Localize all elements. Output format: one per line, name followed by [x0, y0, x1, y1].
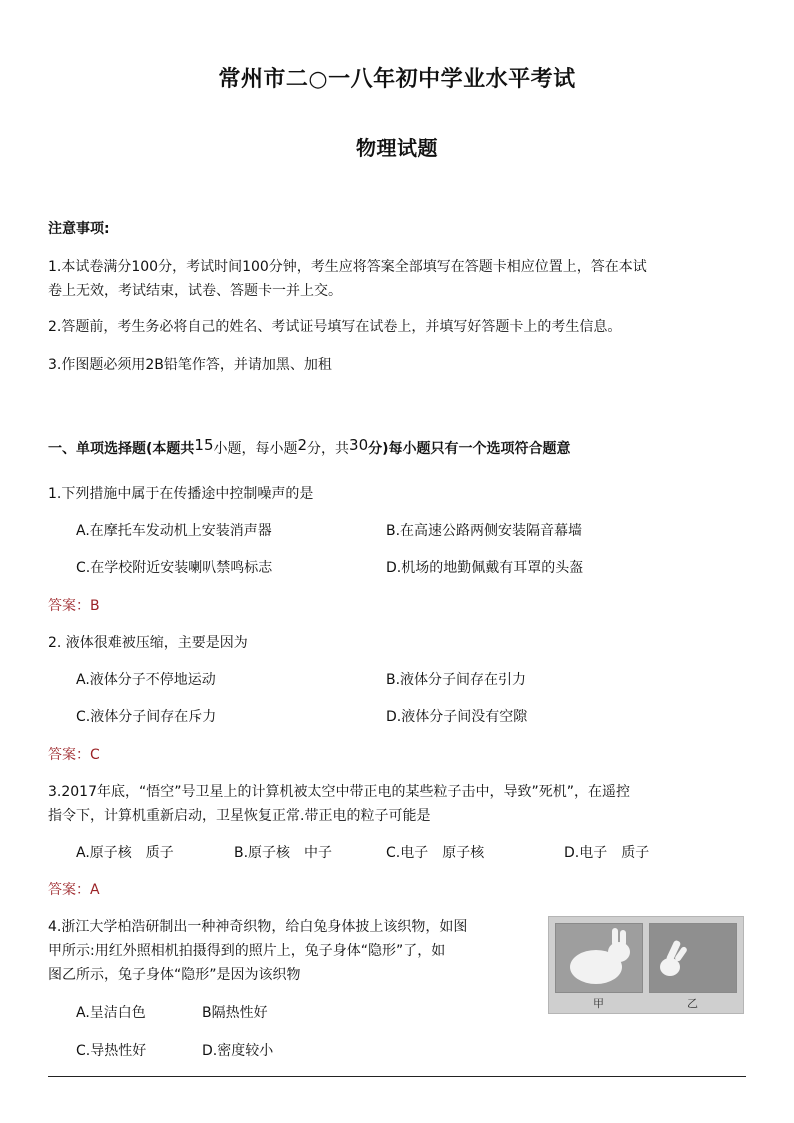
section-heading	[48, 438, 571, 459]
option-d: D.密度较小	[202, 1043, 274, 1059]
figure-caption-yi: 乙	[687, 997, 698, 1010]
option-a: A.在摩托车发动机上安装消声器	[76, 523, 272, 539]
exam-subtitle: 物理试题	[356, 136, 438, 160]
section-count: 15	[194, 436, 214, 454]
question-stem: 指令下，计算机重新启动，卫星恢复正常.带正电的粒子可能是	[48, 808, 431, 824]
question-stem: 3.2017年底，“悟空”号卫星上的计算机被太空中带正电的某些粒子击中，导致”死机”，在遥控	[48, 784, 630, 800]
rabbit-figure-image	[548, 916, 744, 1014]
option-b: B.液体分子间存在引力	[386, 672, 527, 688]
option-d: D.液体分子间没有空隙	[386, 709, 528, 725]
rabbit-ear-shape	[620, 930, 626, 946]
rabbit-head-shape	[608, 942, 630, 962]
question-stem: 1.下列措施中属于在传播途中控制噪声的是	[48, 486, 314, 502]
figure-caption-jia: 甲	[593, 997, 604, 1010]
option-a: A.液体分子不停地运动	[76, 672, 216, 688]
section-mid1: 小题，每小题	[213, 441, 298, 457]
note-line: 卷上无效，考试结束，试卷、答题卡一并上交。	[48, 283, 342, 299]
option-c: C.在学校附近安装喇叭禁鸣标志	[76, 560, 273, 576]
section-total: 30	[349, 436, 369, 454]
note-line: 3.作图题必须用2B铅笔作答，并请加黑、加租	[48, 357, 332, 373]
option-d: D.电子 质子	[564, 845, 650, 861]
section-points: 2	[297, 436, 308, 454]
option-b: B.原子核 中子	[234, 845, 333, 861]
figure-panel-jia	[555, 923, 643, 993]
answer-text: 答案：A	[48, 882, 100, 898]
question-stem: 4.浙江大学柏浩研制出一种神奇织物，给白兔身体披上该织物，如图	[48, 919, 468, 935]
option-c: C.导热性好	[76, 1043, 147, 1059]
option-b: B隔热性好	[202, 1005, 268, 1021]
note-line: 1.本试卷满分100分，考试时间100分钟，考生应将答案全部填写在答题卡相应位置上，答在本试	[48, 259, 647, 275]
option-c: C.电子 原子核	[386, 845, 485, 861]
figure-panel-yi	[649, 923, 737, 993]
option-c: C.液体分子间存在斥力	[76, 709, 217, 725]
question-stem: 图乙所示，兔子身体“隐形”是因为该织物	[48, 967, 301, 983]
exam-title: 常州市二○一八年初中学业水平考试	[218, 67, 576, 92]
answer-text: 答案：B	[48, 598, 100, 614]
note-line: 2.答题前，考生务必将自己的姓名、考试证号填写在试卷上，并填写好答题卡上的考生信息。	[48, 319, 622, 335]
notes-heading: 注意事项:	[48, 221, 110, 237]
question-stem: 2. 液体很难被压缩，主要是因为	[48, 635, 248, 651]
section-suffix: 分)每小题只有一个选项符合题意	[368, 441, 571, 457]
option-a: A.呈洁白色	[76, 1005, 146, 1021]
question-stem: 甲所示:用红外照相机拍摄得到的照片上，兔子身体“隐形”了，如	[48, 943, 446, 959]
rabbit-ear-shape	[612, 928, 618, 946]
section-prefix: 一、单项选择题(本题共	[48, 441, 195, 457]
option-d: D.机场的地勤佩戴有耳罩的头盔	[386, 560, 584, 576]
bottom-divider	[48, 1076, 746, 1077]
section-mid2: 分，共	[307, 441, 350, 457]
option-b: B.在高速公路两侧安装隔音幕墙	[386, 523, 583, 539]
answer-text: 答案：C	[48, 747, 100, 763]
option-a: A.原子核 质子	[76, 845, 174, 861]
